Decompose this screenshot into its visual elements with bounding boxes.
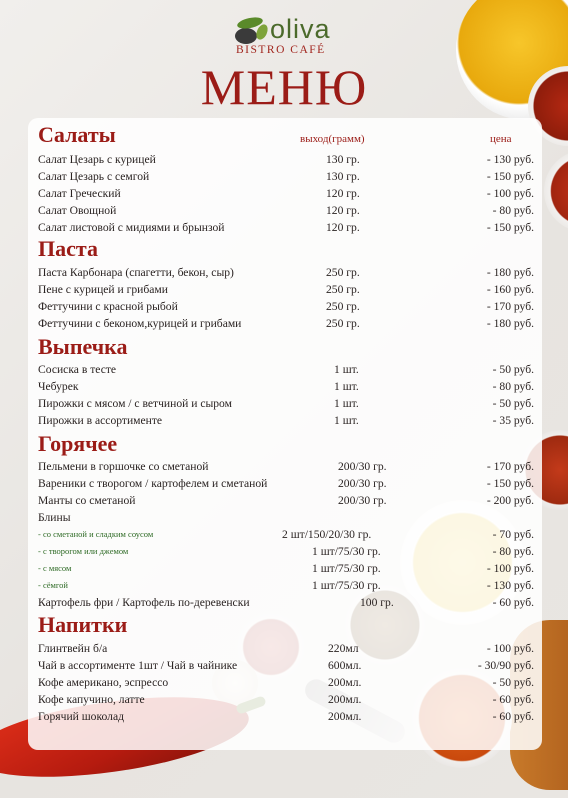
item-price: - 130 руб.	[486, 579, 534, 592]
item-price: - 160 руб.	[486, 283, 534, 296]
brand-logo	[232, 12, 342, 60]
item-name: Сосиска в тесте	[38, 363, 117, 376]
item-name: - сёмгой	[38, 580, 68, 590]
item-name: Салат Цезарь с курицей	[38, 153, 156, 166]
item-name: Паста Карбонара (спагетти, бекон, сыр)	[38, 266, 234, 279]
item-weight: 220мл	[328, 642, 359, 655]
chili-powder-bowl-decoration	[544, 150, 568, 232]
item-name: Чай в ассортименте 1шт / Чай в чайнике	[38, 659, 238, 672]
item-price: - 70 руб.	[492, 528, 534, 541]
item-name: Чебурек	[38, 380, 79, 393]
brand-name: oliva	[270, 14, 331, 44]
item-weight: 1 шт.	[334, 363, 359, 376]
item-weight: 120 гр.	[326, 221, 360, 234]
item-price: - 100 руб.	[486, 187, 534, 200]
item-price: - 50 руб.	[492, 363, 534, 376]
menu-item	[38, 492, 534, 509]
item-price: - 50 руб.	[492, 676, 534, 689]
item-weight: 250 гр.	[326, 317, 360, 330]
item-price: - 80 руб.	[492, 204, 534, 217]
menu-title: МЕНЮ	[200, 59, 368, 115]
item-name: Пирожки в ассортименте	[38, 414, 163, 427]
menu-item	[38, 708, 534, 725]
menu-item	[38, 378, 534, 395]
item-name: Глинтвейн б/а	[38, 642, 108, 655]
item-price: - 180 руб.	[486, 266, 534, 279]
item-weight: 2 шт/150/20/30 гр.	[282, 528, 372, 541]
item-name: Вареники с творогом / картофелем и сметаной	[38, 477, 268, 490]
menu-item	[38, 361, 534, 378]
item-name: Пельмени в горшочке со сметаной	[38, 460, 209, 473]
item-name: Манты со сметаной	[38, 494, 136, 507]
item-weight: 120 гр.	[326, 187, 360, 200]
menu-item	[38, 395, 534, 412]
item-price: - 30/90 руб.	[477, 659, 534, 672]
item-name: Горячий шоколад	[38, 710, 124, 723]
item-price: - 150 руб.	[486, 170, 534, 183]
item-weight: 200мл.	[328, 676, 362, 689]
menu-item	[38, 674, 534, 691]
item-name: Салат Греческий	[38, 187, 121, 200]
item-name: Кофе капучино, латте	[38, 693, 145, 706]
menu-item	[38, 151, 534, 168]
item-weight: 250 гр.	[326, 300, 360, 313]
item-weight: 200мл.	[328, 693, 362, 706]
menu-item	[38, 560, 534, 577]
item-weight: 1 шт/75/30 гр.	[312, 579, 381, 592]
menu-item	[38, 657, 534, 674]
item-name: Картофель фри / Картофель по-деревенски	[38, 596, 250, 609]
menu-item	[38, 577, 534, 594]
menu-item	[38, 594, 534, 611]
item-price: - 200 руб.	[486, 494, 534, 507]
item-name: - с мясом	[38, 563, 72, 573]
menu-item	[38, 219, 534, 236]
item-price: - 150 руб.	[486, 477, 534, 490]
item-price: - 50 руб.	[492, 397, 534, 410]
menu-item	[38, 315, 534, 332]
item-price: - 170 руб.	[486, 300, 534, 313]
item-price: - 60 руб.	[492, 693, 534, 706]
item-price: - 35 руб.	[492, 414, 534, 427]
item-name: Салат листовой с мидиями и брынзой	[38, 221, 225, 234]
item-weight: 250 гр.	[326, 266, 360, 279]
item-price: - 60 руб.	[492, 710, 534, 723]
item-weight: 200мл.	[328, 710, 362, 723]
section-title-salads: Салаты	[38, 122, 116, 147]
menu-item	[38, 509, 534, 526]
menu-item	[38, 475, 534, 492]
menu-item	[38, 412, 534, 429]
item-price: - 100 руб.	[486, 642, 534, 655]
item-name: Блины	[38, 511, 71, 524]
item-weight: 1 шт.	[334, 380, 359, 393]
section-title-hot-dishes: Горячее	[38, 431, 118, 456]
item-name: - со сметаной и сладким соусом	[38, 529, 154, 539]
menu-item	[38, 691, 534, 708]
item-weight: 200/30 гр.	[338, 460, 387, 473]
item-weight: 130 гр.	[326, 153, 360, 166]
item-price: - 100 руб.	[486, 562, 534, 575]
item-price: - 80 руб.	[492, 545, 534, 558]
item-weight: 1 шт.	[334, 397, 359, 410]
item-name: - с творогом или джемом	[38, 546, 129, 556]
item-weight: 1 шт/75/30 гр.	[312, 545, 381, 558]
price-column-header: цена	[490, 133, 512, 145]
item-name: Пирожки с мясом / с ветчиной и сыром	[38, 397, 232, 410]
item-weight: 1 шт.	[334, 414, 359, 427]
item-name: Феттучини с красной рыбой	[38, 300, 178, 313]
item-weight: 100 гр.	[360, 596, 394, 609]
item-weight: 200/30 гр.	[338, 477, 387, 490]
item-price: - 130 руб.	[486, 153, 534, 166]
menu-item	[38, 640, 534, 657]
item-price: - 150 руб.	[486, 221, 534, 234]
section-title-pasta: Паста	[38, 236, 98, 261]
item-weight: 200/30 гр.	[338, 494, 387, 507]
menu-item	[38, 543, 534, 560]
menu-item	[38, 526, 534, 543]
item-weight: 130 гр.	[326, 170, 360, 183]
item-price: - 180 руб.	[486, 317, 534, 330]
section-title-drinks: Напитки	[38, 612, 128, 637]
menu-item	[38, 168, 534, 185]
brand-subtitle: BISTRO CAFÉ	[236, 44, 326, 56]
weight-column-header: выход(грамм)	[300, 133, 365, 145]
item-price: - 170 руб.	[486, 460, 534, 473]
menu-item	[38, 202, 534, 219]
menu-item	[38, 298, 534, 315]
item-weight: 120 гр.	[326, 204, 360, 217]
item-name: Салат Овощной	[38, 204, 117, 217]
menu-item	[38, 185, 534, 202]
item-name: Феттучини с беконом,курицей и грибами	[38, 317, 242, 330]
item-weight: 250 гр.	[326, 283, 360, 296]
item-name: Пене с курицей и грибами	[38, 283, 168, 296]
item-weight: 1 шт/75/30 гр.	[312, 562, 381, 575]
menu-item	[38, 264, 534, 281]
olive-icon	[232, 16, 272, 46]
menu-item	[38, 281, 534, 298]
menu-item	[38, 458, 534, 475]
item-weight: 600мл.	[328, 659, 362, 672]
item-price: - 80 руб.	[492, 380, 534, 393]
item-name: Кофе американо, эспрессо	[38, 676, 169, 689]
item-price: - 60 руб.	[492, 596, 534, 609]
item-name: Салат Цезарь с семгой	[38, 170, 150, 183]
section-title-pastry: Выпечка	[38, 334, 128, 359]
